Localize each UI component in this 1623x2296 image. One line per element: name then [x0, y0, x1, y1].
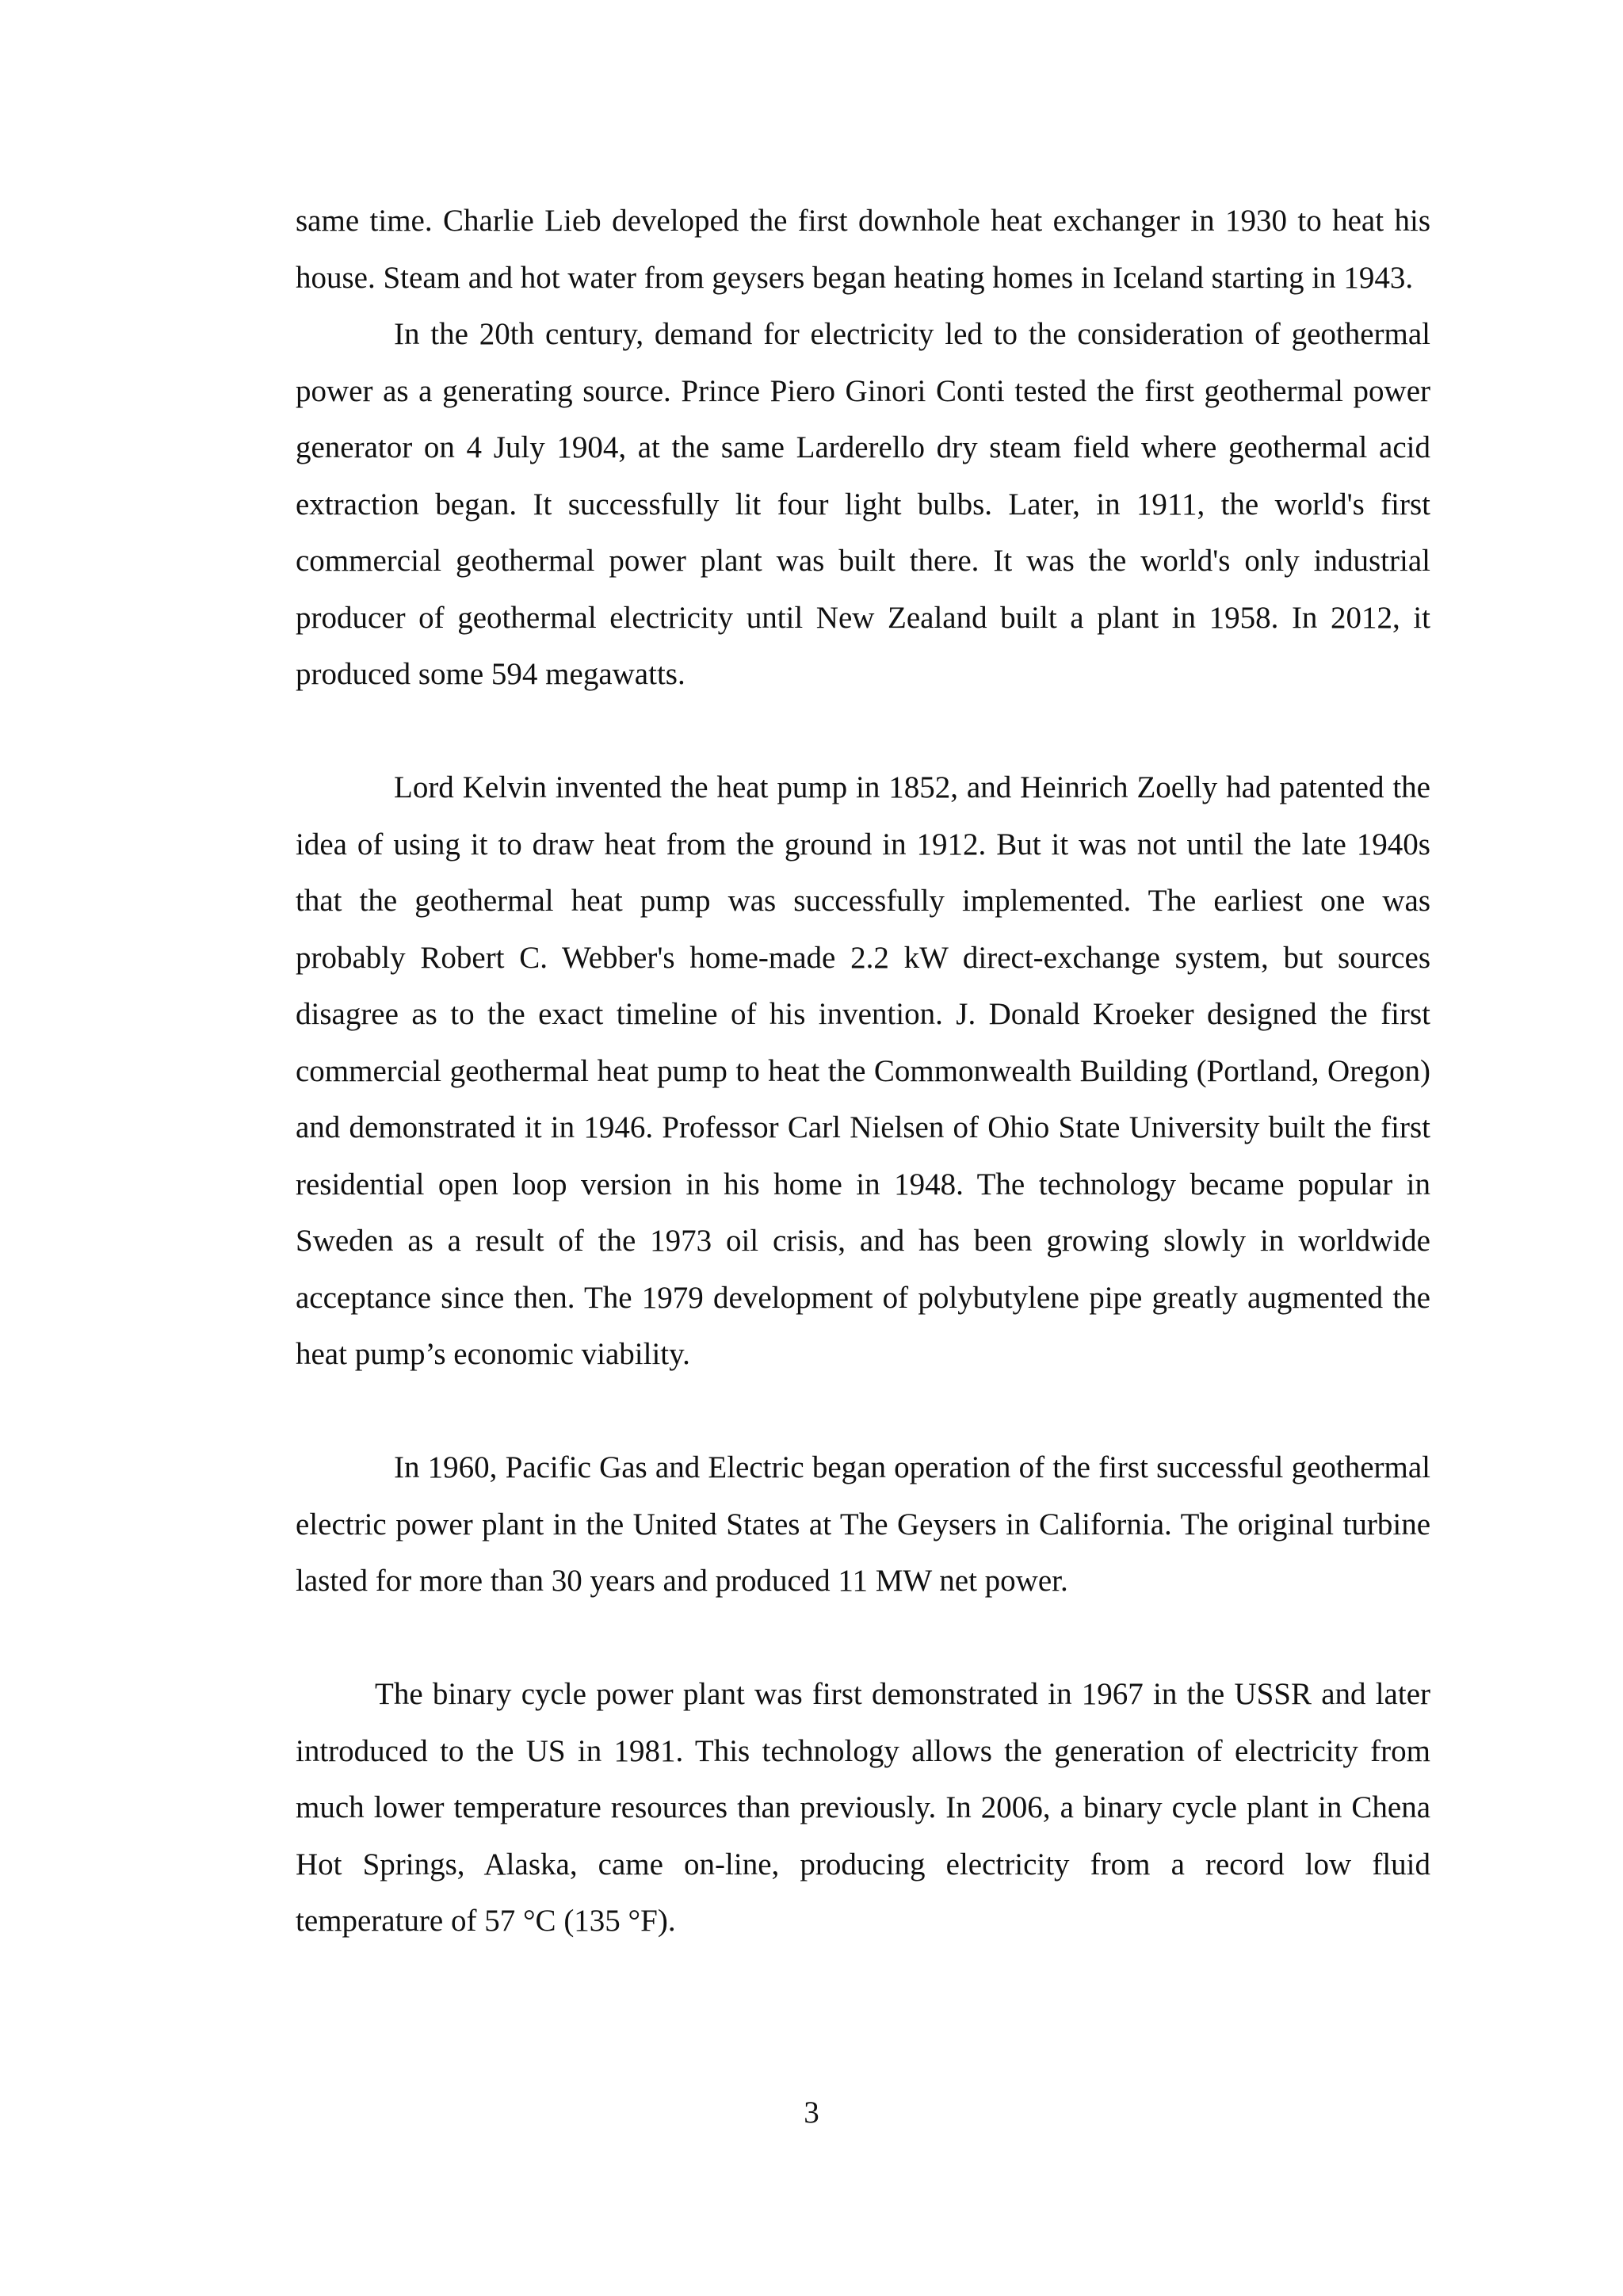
paragraph-20th-century: In the 20th century, demand for electricity led to the consideration of geothermal power as a generating source. Prince Piero Ginori Conti tested the first geothermal power generator on 4 July 1904, at the same Larderello dry steam field where geothermal acid extraction began. It successfully lit four light bulbs. Later, in 1911, the world's first commercial geothermal power plant was built there. It was the world's only industrial producer of geothermal electricity until New Zealand built a plant in 1958. In 2012, it produced some 594 megawatts. [296, 317, 1430, 691]
page-number: 3 [804, 2095, 819, 2130]
paragraph-binary-cycle: The binary cycle power plant was first demonstrated in 1967 in the USSR and later introduced to the US in 1981. This technology allows the generation of electricity from much lower temperature resources than previously. In 2006, a binary cycle plant in Chena Hot Springs, Alaska, came on-line, producing electricity from a record low fluid temperature of 57 °C (135 °F). [296, 1677, 1430, 1938]
paragraph-continued: same time. Charlie Lieb developed the first downhole heat exchanger in 1930 to heat his house. Steam and hot water from geysers began heating homes in Iceland starting in 1943. [296, 204, 1430, 295]
body-text [296, 193, 1430, 1950]
paragraph-heat-pump: Lord Kelvin invented the heat pump in 1852, and Heinrich Zoelly had patented the idea of using it to draw heat from the ground in 1912. But it was not until the late 1940s that the geothermal heat pump was successfully implemented. The earliest one was probably Robert C. Webber's home-made 2.2 kW direct-exchange system, but sources disagree as to the exact timeline of his invention. J. Donald Kroeker designed the first commercial geothermal heat pump to heat the Commonwealth Building (Portland, Oregon) and demonstrated it in 1946. Professor Carl Nielsen of Ohio State University built the first residential open loop version in his home in 1948. The technology became popular in Sweden as a result of the 1973 oil crisis, and has been growing slowly in worldwide acceptance since then. The 1979 development of polybutylene pipe greatly augmented the heat pump’s economic viability. [296, 770, 1430, 1371]
paragraph-pacific-gas: In 1960, Pacific Gas and Electric began operation of the first successful geothermal electric power plant in the United States at The Geysers in California. The original turbine lasted for more than 30 years and produced 11 MW net power. [296, 1450, 1430, 1598]
